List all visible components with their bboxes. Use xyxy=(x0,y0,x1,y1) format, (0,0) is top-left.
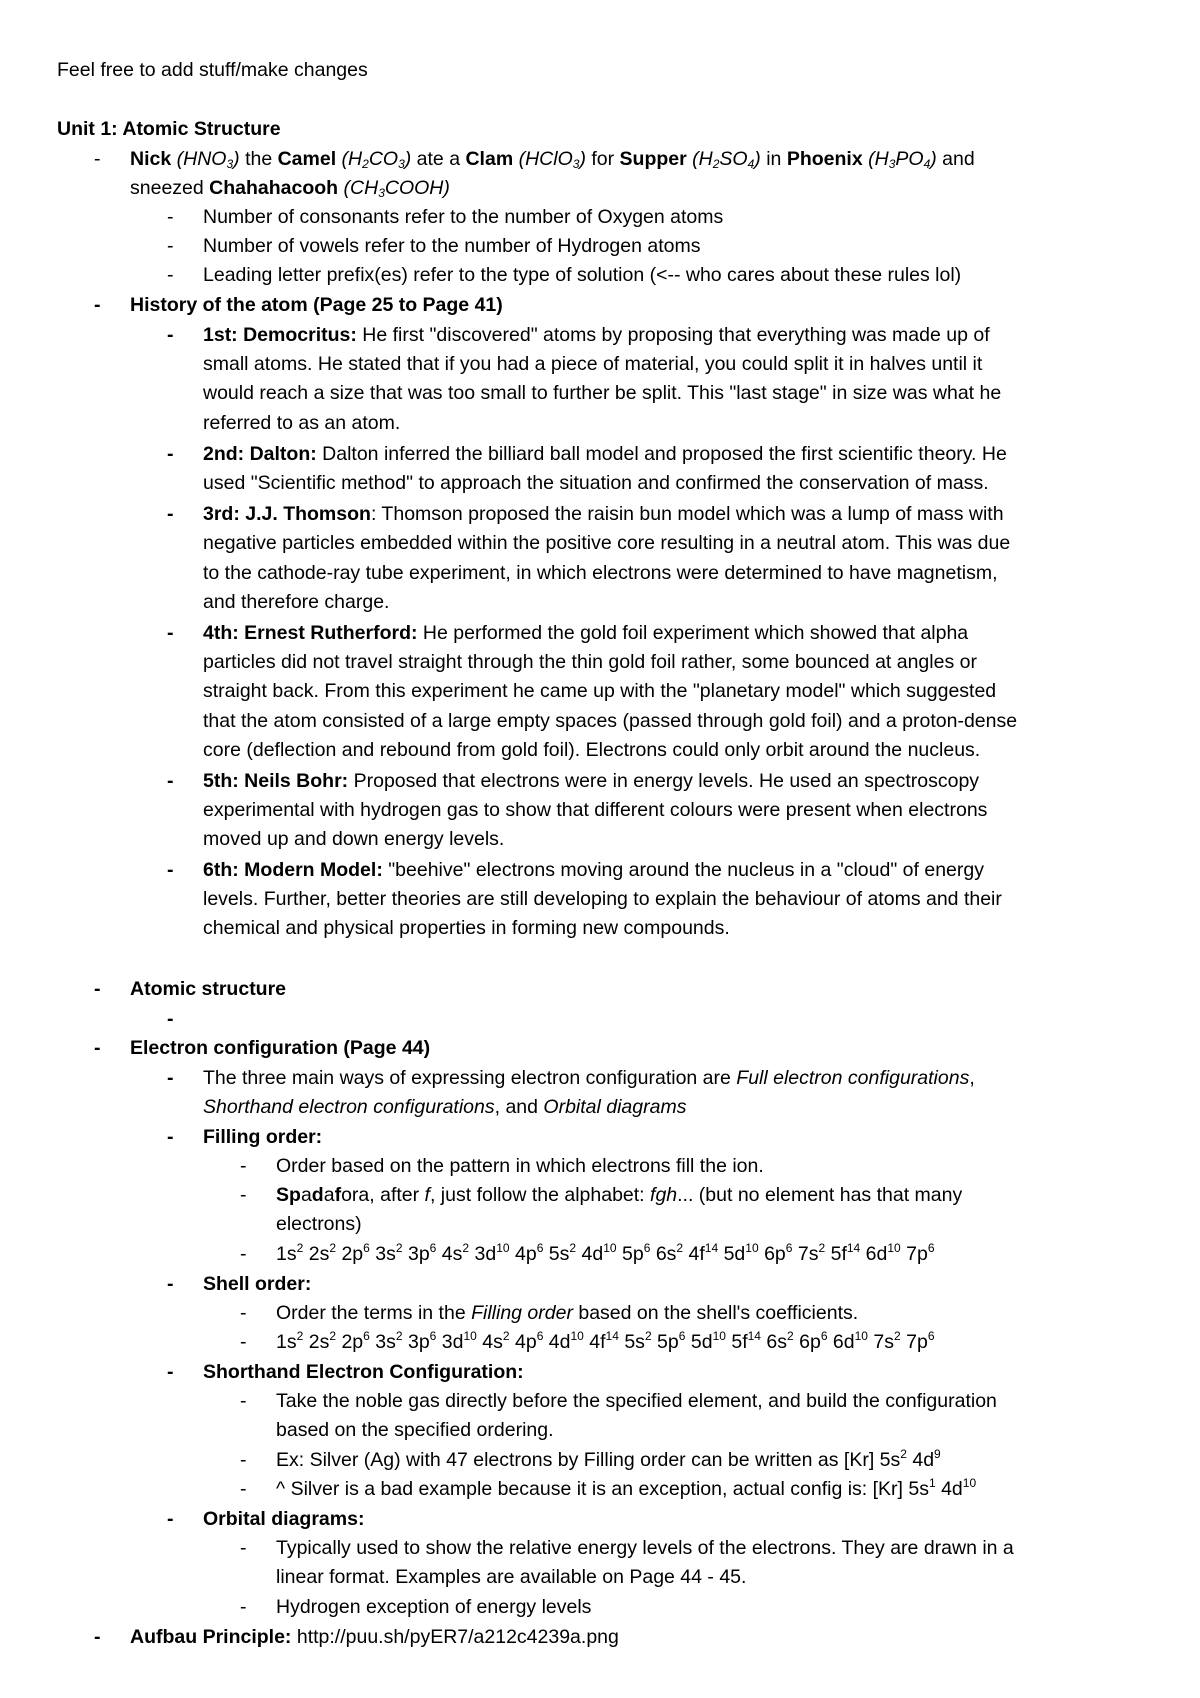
shorthand-label: Shorthand Electron Configuration: xyxy=(203,1361,524,1383)
orbital-term: $4f^{14}$ xyxy=(589,1329,619,1353)
shell-order-desc: Order the terms in the Filling order based on the shell's coefficients. xyxy=(276,1302,859,1324)
orbital-term: $5p^6$ xyxy=(657,1329,686,1353)
orbital-term: $4f^{14}$ xyxy=(688,1241,719,1265)
bullet: - xyxy=(167,324,174,346)
orbital-term: $7s^2$ xyxy=(797,1241,826,1265)
orbital-term: $2p^6$ xyxy=(341,1329,370,1353)
democritus-line-1: 1st: Democritus: He first "discovered" atoms by proposing that everything was made up of xyxy=(203,324,990,346)
bullet: - xyxy=(167,503,174,525)
modern-line-3: chemical and physical properties in forming new compounds. xyxy=(203,917,730,939)
spadafora-line-1: Spadafora, after f, just follow the alphabet: fgh... (but no element has that many xyxy=(276,1184,963,1206)
orbital-term: $5f^{14}$ xyxy=(731,1329,761,1353)
unit-title: Unit 1: Atomic Structure xyxy=(57,118,281,140)
bullet: - xyxy=(167,622,174,644)
aufbau-link[interactable]: http://puu.sh/pyER7/a212c4239a.png xyxy=(296,1626,619,1648)
orbital-term: $2s^2$ xyxy=(308,1329,337,1353)
orbital-term: $4s^2$ xyxy=(482,1329,510,1353)
thomson-line-3: to the cathode-ray tube experiment, in which electrons were determined to have magnetism, xyxy=(203,562,998,584)
orbital-term: $5d^{10}$ xyxy=(690,1329,726,1353)
orbital-term: $6s^2$ xyxy=(766,1329,794,1353)
rutherford-line-3: straight back. From this experiment he came up with the "planetary model" which suggested xyxy=(203,680,997,702)
orbital-term: $7p^6$ xyxy=(906,1241,935,1265)
bullet: - xyxy=(167,1126,174,1148)
bullet: - xyxy=(94,148,101,170)
silver-example: Ex: Silver (Ag) with 47 electrons by Filling order can be written as [Kr] $5s^2$ $4d^9$ xyxy=(276,1447,941,1471)
bullet: - xyxy=(240,1331,247,1353)
rule-prefix: Leading letter prefix(es) refer to the type of solution (<-- who cares about these rules lol) xyxy=(203,264,962,286)
aufbau-line: Aufbau Principle: http://puu.sh/pyER7/a212c4239a.png xyxy=(130,1626,619,1648)
filling-order-sequence xyxy=(276,1241,935,1267)
bullet: - xyxy=(167,1008,174,1030)
thomson-line-1: 3rd: J.J. Thomson: Thomson proposed the raisin bun model which was a lump of mass with xyxy=(203,503,1004,525)
orbital-term: $3s^2$ xyxy=(375,1329,403,1353)
orbital-line-2: linear format. Examples are available on Page 44 - 45. xyxy=(276,1566,747,1588)
orbital-line-1: Typically used to show the relative energy levels of the electrons. They are drawn in a xyxy=(276,1537,1014,1559)
orbital-term: $3d^{10}$ xyxy=(441,1329,477,1353)
orbital-term: $7s^2$ xyxy=(873,1329,901,1353)
electron-config-heading: Electron configuration (Page 44) xyxy=(130,1037,431,1059)
thomson-line-2: negative particles embedded within the positive core resulting in a neutral atom. This was due xyxy=(203,532,1011,554)
orbital-term: $6d^{10}$ xyxy=(832,1329,868,1353)
orbital-term: $6s^2$ xyxy=(655,1241,684,1265)
bullet: - xyxy=(240,1537,247,1559)
orbital-term: $6p^6$ xyxy=(799,1329,828,1353)
bullet: - xyxy=(167,443,174,465)
orbital-term: $3p^6$ xyxy=(407,1241,437,1265)
bullet: - xyxy=(240,1449,247,1471)
orbital-term: $5p^6$ xyxy=(622,1241,651,1265)
bohr-line-3: moved up and down energy levels. xyxy=(203,828,505,850)
democritus-line-3: would reach a size that was too small to further be split. This "last stage" in size was what he xyxy=(203,382,1002,404)
modern-line-2: levels. Further, better theories are still developing to explain the behaviour of atoms and their xyxy=(203,888,1002,910)
header-note: Feel free to add stuff/make changes xyxy=(57,59,368,81)
orbital-term: $3d^{10}$ xyxy=(474,1241,510,1265)
bullet: - xyxy=(94,978,101,1000)
rutherford-line-2: particles did not travel straight through the thin gold foil rather, some bounced at angles or xyxy=(203,651,977,673)
bohr-line-1: 5th: Neils Bohr: Proposed that electrons were in energy levels. He used an spectroscopy xyxy=(203,770,980,792)
bullet: - xyxy=(167,1508,174,1530)
bullet: - xyxy=(167,859,174,881)
rule-vowels: Number of vowels refer to the number of Hydrogen atoms xyxy=(203,235,701,257)
thomson-line-4: and therefore charge. xyxy=(203,591,390,613)
orbital-term: $3s^2$ xyxy=(375,1241,403,1265)
bullet: - xyxy=(167,770,174,792)
orbital-term: $5s^2$ xyxy=(624,1329,652,1353)
bullet: - xyxy=(240,1155,247,1177)
orbital-term: $5s^2$ xyxy=(548,1241,577,1265)
orbital-term: $2p^6$ xyxy=(341,1241,370,1265)
shell-order-label: Shell order: xyxy=(203,1273,312,1295)
orbital-term: $2s^2$ xyxy=(308,1241,337,1265)
dalton-line-1: 2nd: Dalton: Dalton inferred the billiard ball model and proposed the first scientific theory. He xyxy=(203,443,1007,465)
orbital-term: $5d^{10}$ xyxy=(723,1241,759,1265)
orbital-term: $5f^{14}$ xyxy=(830,1241,861,1265)
rule-consonants: Number of consonants refer to the number of Oxygen atoms xyxy=(203,206,724,228)
orbital-diagrams-label: Orbital diagrams: xyxy=(203,1508,365,1530)
modern-line-1: 6th: Modern Model: "beehive" electrons moving around the nucleus in a "cloud" of energy xyxy=(203,859,984,881)
orbital-term: $4p^6$ xyxy=(514,1329,544,1353)
bullet: - xyxy=(94,1037,101,1059)
filling-order-label: Filling order: xyxy=(203,1126,323,1148)
shorthand-line-2: based on the specified ordering. xyxy=(276,1419,554,1441)
orbital-term: $1s^2$ xyxy=(276,1241,304,1265)
orbital-term: $6p^6$ xyxy=(764,1241,793,1265)
rutherford-line-4: that the atom consisted of a large empty spaces (passed through gold foil) and a proton-dense xyxy=(203,710,1018,732)
silver-exception: ^ Silver is a bad example because it is an exception, actual config is: [Kr] $5s^1$ $4d^{10}$ xyxy=(276,1476,977,1500)
bullet: - xyxy=(240,1596,247,1618)
bullet: - xyxy=(240,1302,247,1324)
bullet: - xyxy=(167,264,174,286)
bullet: - xyxy=(240,1478,247,1500)
orbital-term: $7p^6$ xyxy=(906,1329,935,1353)
bullet: - xyxy=(167,206,174,228)
rutherford-line-5: core (deflection and rebound from gold foil). Electrons could only orbit around the nucleus. xyxy=(203,739,981,761)
hydrogen-exception: Hydrogen exception of energy levels xyxy=(276,1596,592,1618)
dalton-line-2: used "Scientific method" to approach the situation and confirmed the conservation of mass. xyxy=(203,472,989,494)
mnemonic-line-2: sneezed Chahahacooh $(CH_3COOH)$ xyxy=(130,177,450,200)
ways-line-1: The three main ways of expressing electron configuration are Full electron configurations, xyxy=(203,1067,975,1089)
history-heading: History of the atom (Page 25 to Page 41) xyxy=(130,294,503,316)
orbital-term: $4s^2$ xyxy=(441,1241,470,1265)
mnemonic-line-1: Nick $(HNO_3)$ the Camel $(H_2CO_3)$ ate a Clam (HClO$_3$) for Supper $(H_2SO_4)$ in Phoenix $(H_3PO_4)$ and xyxy=(130,148,975,171)
bullet: - xyxy=(167,1067,174,1089)
bullet: - xyxy=(167,1273,174,1295)
orbital-term: $4d^{10}$ xyxy=(548,1329,584,1353)
bullet: - xyxy=(167,1361,174,1383)
democritus-line-2: small atoms. He stated that if you had a piece of material, you could split it in halves until it xyxy=(203,353,983,375)
orbital-term: $4p^6$ xyxy=(514,1241,544,1265)
orbital-term: $1s^2$ xyxy=(276,1329,304,1353)
spadafora-line-2: electrons) xyxy=(276,1213,362,1235)
bullet: - xyxy=(94,294,101,316)
bohr-line-2: experimental with hydrogen gas to show that different colours were present when electrons xyxy=(203,799,988,821)
shell-order-sequence xyxy=(276,1329,935,1355)
bullet: - xyxy=(240,1184,247,1206)
bullet: - xyxy=(167,235,174,257)
orbital-term: $4d^{10}$ xyxy=(581,1241,617,1265)
bullet: - xyxy=(240,1243,247,1265)
democritus-line-4: referred to as an atom. xyxy=(203,412,401,434)
shorthand-line-1: Take the noble gas directly before the specified element, and build the configuration xyxy=(276,1390,997,1412)
orbital-term: $3p^6$ xyxy=(407,1329,437,1353)
bullet: - xyxy=(94,1626,101,1648)
bullet: - xyxy=(240,1390,247,1412)
atomic-structure-heading: Atomic structure xyxy=(130,978,287,1000)
ways-line-2: Shorthand electron configurations, and Orbital diagrams xyxy=(203,1096,687,1118)
filling-order-desc: Order based on the pattern in which electrons fill the ion. xyxy=(276,1155,764,1177)
orbital-term: $6d^{10}$ xyxy=(865,1241,901,1265)
rutherford-line-1: 4th: Ernest Rutherford: He performed the gold foil experiment which showed that alpha xyxy=(203,622,969,644)
